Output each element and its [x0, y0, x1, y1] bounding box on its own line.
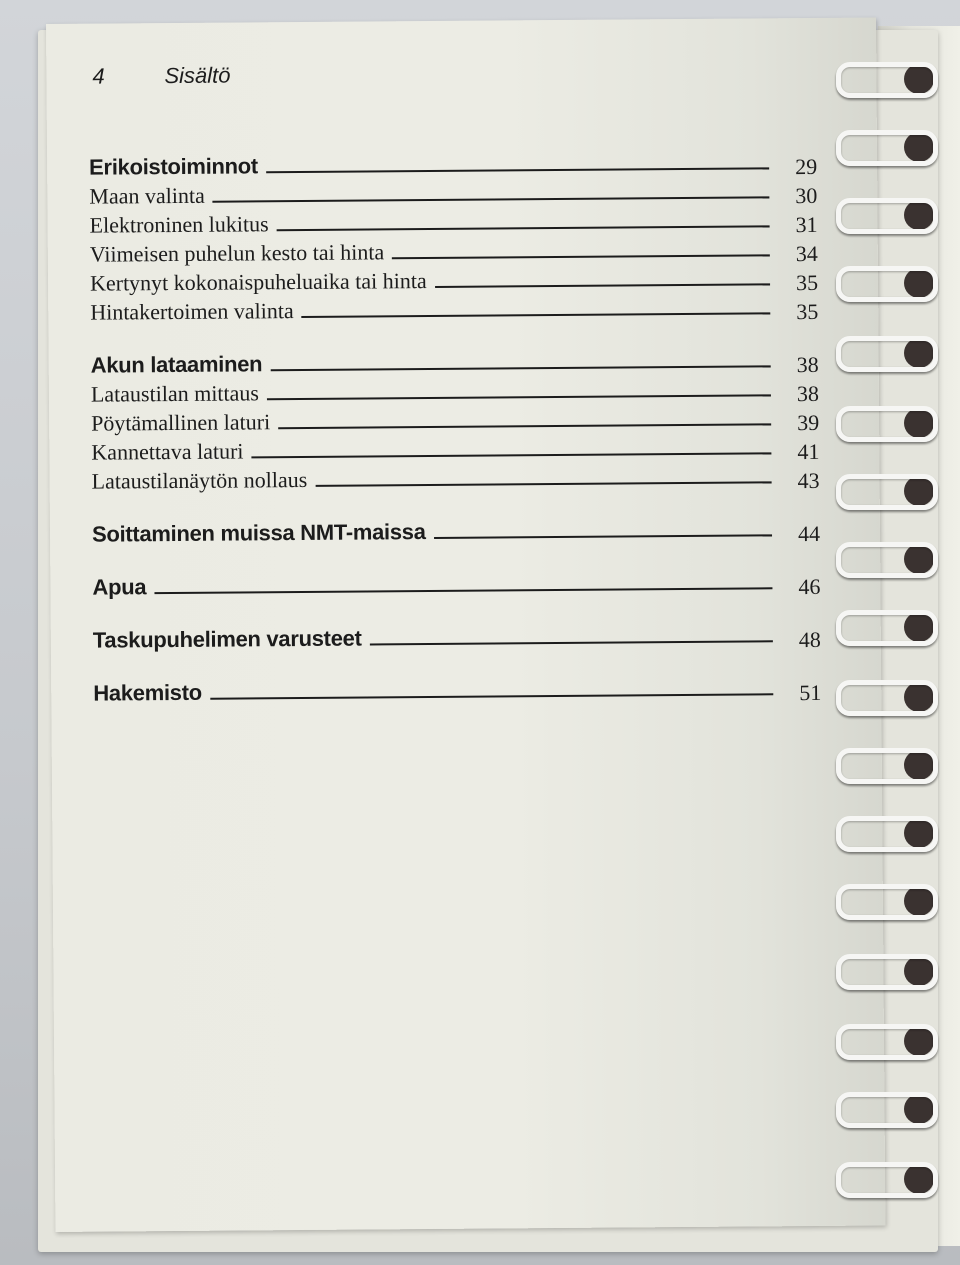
dot-leader	[370, 640, 773, 645]
binding-ring	[832, 126, 940, 166]
toc-entry-title: Viimeisen puhelun kesto tai hinta	[89, 239, 385, 267]
binding-ring	[832, 880, 940, 920]
toc-entry	[92, 619, 821, 653]
dot-leader	[302, 312, 771, 318]
toc-entry	[93, 672, 822, 706]
toc-entry-page: 46	[798, 573, 821, 600]
binding-ring	[832, 744, 940, 784]
binding-ring	[832, 1020, 940, 1060]
toc-entry-page: 30	[795, 182, 818, 209]
page-title: Sisältö	[164, 62, 231, 89]
toc-entry-page: 39	[797, 409, 820, 436]
toc-entry	[90, 291, 819, 325]
toc-entry-title: Lataustilan mittaus	[90, 380, 260, 407]
dot-leader	[315, 481, 771, 487]
toc-entry-title: Kannettava laturi	[91, 438, 244, 465]
toc-entry-page: 34	[795, 240, 818, 267]
binding-ring	[832, 262, 940, 302]
dot-leader	[213, 196, 770, 202]
toc-entry-page: 43	[797, 467, 820, 494]
toc-entry-page: 51	[799, 679, 822, 706]
toc-entry	[89, 233, 818, 267]
binding-ring	[832, 950, 940, 990]
toc-entry-title: Pöytämallinen laturi	[91, 409, 271, 436]
toc-entry-title: Elektroninen lukitus	[89, 211, 269, 238]
toc-entry	[89, 204, 818, 238]
dot-leader	[392, 254, 770, 259]
toc-entry-title: Maan valinta	[89, 182, 205, 209]
dot-leader	[210, 693, 773, 699]
toc-entry	[91, 402, 820, 436]
toc-entry-page: 31	[795, 211, 818, 238]
toc-entry-title: Lataustilanäytön nollaus	[91, 466, 308, 494]
binding-ring	[832, 812, 940, 852]
toc-entry-page: 48	[798, 626, 821, 653]
toc-entry	[90, 373, 820, 407]
toc-entry	[91, 513, 821, 547]
page-header	[92, 63, 230, 94]
toc-entry	[91, 460, 820, 494]
booklet-page	[46, 17, 885, 1231]
toc-entry	[91, 431, 820, 465]
toc-entry	[90, 344, 819, 378]
toc-entry	[92, 566, 821, 600]
binding-ring	[832, 676, 940, 716]
table-of-contents	[89, 122, 822, 706]
binding-ring	[832, 470, 940, 510]
toc-entry-page: 35	[795, 269, 819, 296]
toc-entry-title: Apua	[92, 574, 147, 600]
dot-leader	[270, 365, 770, 371]
toc-entry-page: 44	[797, 520, 821, 547]
dot-leader	[154, 587, 772, 594]
binding-ring	[832, 402, 940, 442]
binding-ring	[832, 1158, 940, 1198]
binding-ring	[832, 606, 940, 646]
toc-entry-page: 35	[796, 298, 819, 325]
binding-ring	[832, 538, 940, 578]
toc-entry-title: Kertynyt kokonaispuheluaika tai hinta	[89, 268, 427, 296]
toc-entry-title: Hintakertoimen valinta	[90, 298, 294, 325]
page-number: 4	[92, 63, 105, 89]
toc-entry-title: Hakemisto	[93, 679, 202, 706]
dot-leader	[434, 534, 772, 539]
toc-entry-title: Taskupuhelimen varusteet	[92, 625, 362, 653]
binding-ring	[832, 1088, 940, 1128]
toc-entry-page: 38	[796, 351, 819, 378]
toc-entry-title: Soittaminen muissa NMT-maissa	[91, 519, 426, 547]
toc-entry	[89, 146, 818, 180]
toc-entry-page: 41	[797, 438, 820, 465]
dot-leader	[266, 167, 769, 173]
toc-entry-title: Akun lataaminen	[90, 351, 263, 378]
dot-leader	[435, 283, 770, 288]
dot-leader	[252, 452, 772, 458]
binding-ring	[832, 58, 940, 98]
dot-leader	[278, 423, 771, 429]
dot-leader	[267, 394, 771, 400]
binding-ring	[832, 332, 940, 372]
toc-entry	[89, 262, 819, 296]
toc-entry-title: Erikoistoiminnot	[89, 153, 258, 180]
toc-entry	[89, 175, 818, 209]
binding-ring	[832, 194, 940, 234]
dot-leader	[277, 225, 770, 231]
toc-entry-page: 38	[796, 380, 820, 407]
toc-entry-page: 29	[795, 153, 818, 180]
